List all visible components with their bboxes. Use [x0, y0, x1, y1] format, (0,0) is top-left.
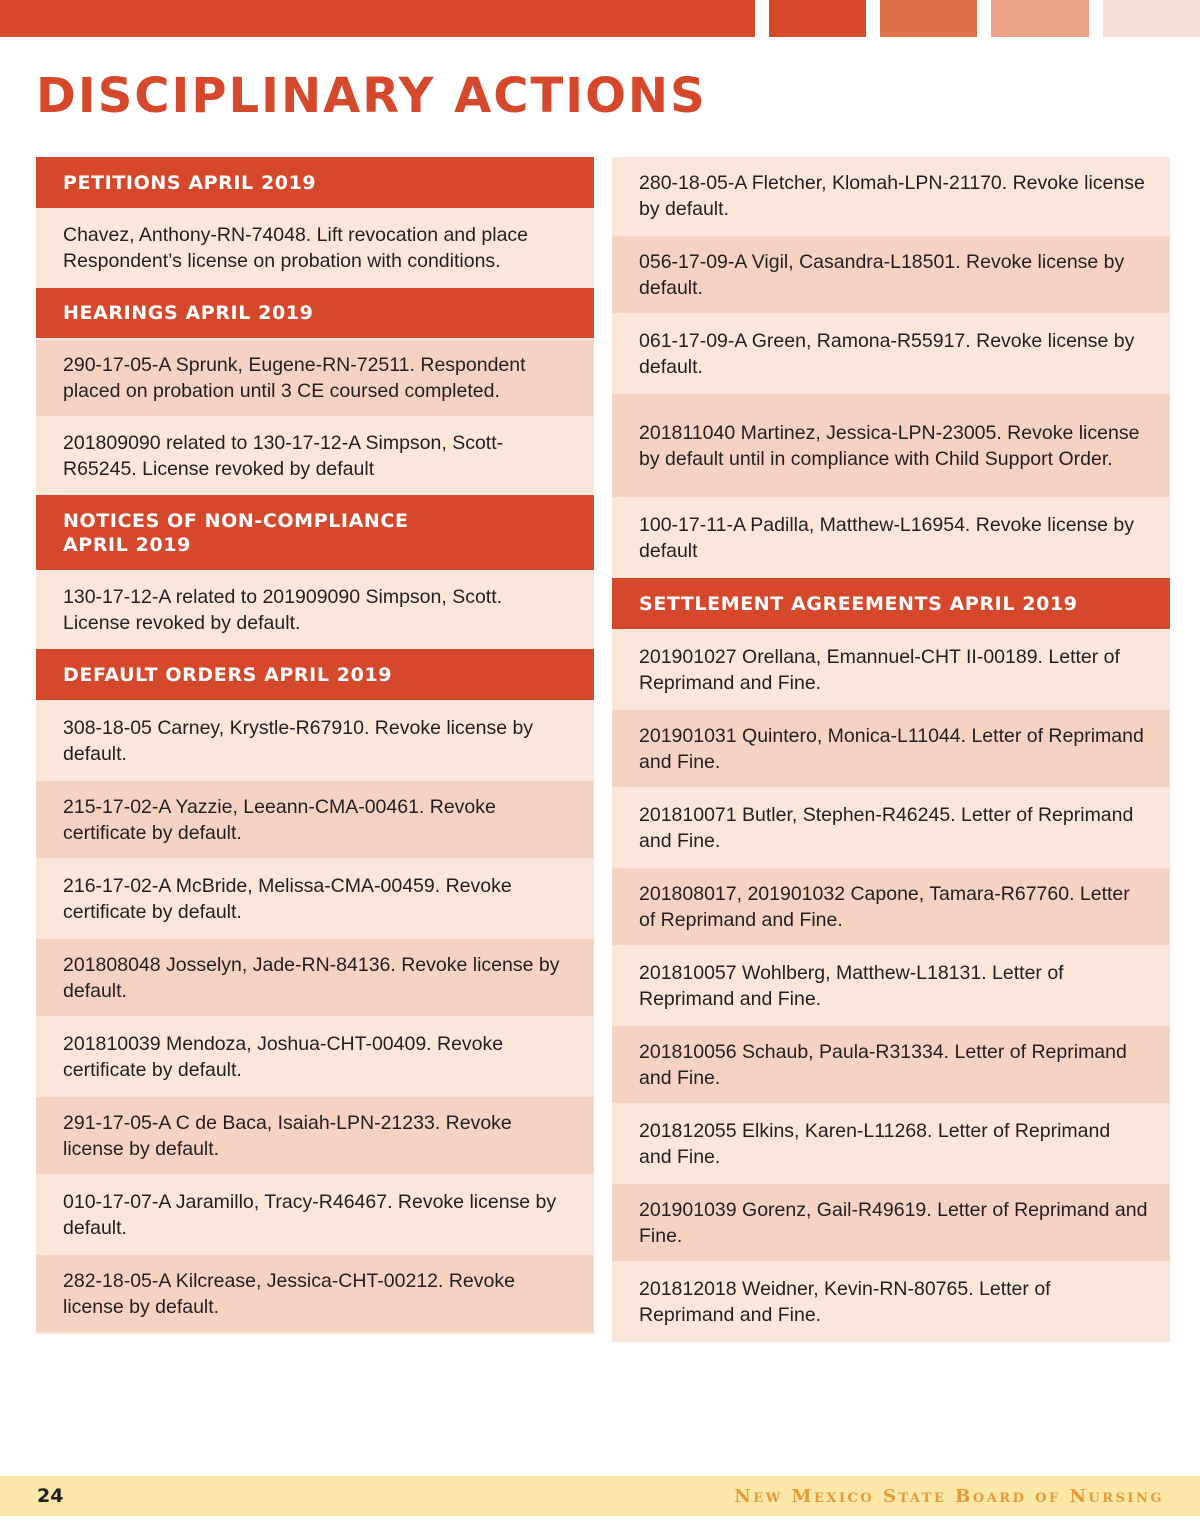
- list-item: 201808048 Josselyn, Jade-RN-84136. Revoke license by default.: [36, 939, 594, 1018]
- list-item: 201811040 Martinez, Jessica-LPN-23005. Revoke license by default until in compliance with Child Support Order.: [612, 394, 1170, 499]
- list-item: 201810039 Mendoza, Joshua-CHT-00409. Revoke certificate by default.: [36, 1018, 594, 1097]
- header-bar-segment: [991, 0, 1089, 37]
- list-item: 201901039 Gorenz, Gail-R49619. Letter of Reprimand and Fine.: [612, 1184, 1170, 1263]
- organization-name: New Mexico State Board of Nursing: [734, 1486, 1164, 1507]
- page-number: 24: [37, 1485, 64, 1507]
- list-item: 201901027 Orellana, Emannuel-CHT II-00189. Letter of Reprimand and Fine.: [612, 631, 1170, 710]
- list-item: 201808017, 201901032 Capone, Tamara-R67760. Letter of Reprimand and Fine.: [612, 868, 1170, 947]
- list-item: 201810057 Wohlberg, Matthew-L18131. Letter of Reprimand and Fine.: [612, 947, 1170, 1026]
- left-column: [36, 157, 594, 1334]
- list-item: 201901031 Quintero, Monica-L11044. Letter of Reprimand and Fine.: [612, 710, 1170, 789]
- list-item: 201810056 Schaub, Paula-R31334. Letter of Reprimand and Fine.: [612, 1026, 1170, 1105]
- page-footer: [0, 1476, 1200, 1516]
- list-item: 100-17-11-A Padilla, Matthew-L16954. Revoke license by default: [612, 499, 1170, 578]
- list-item: 061-17-09-A Green, Ramona-R55917. Revoke license by default.: [612, 315, 1170, 394]
- list-item: 308-18-05 Carney, Krystle-R67910. Revoke license by default.: [36, 702, 594, 781]
- list-item: 201810071 Butler, Stephen-R46245. Letter of Reprimand and Fine.: [612, 789, 1170, 868]
- section-heading-default-orders: DEFAULT ORDERS APRIL 2019: [36, 649, 594, 702]
- list-item: 290-17-05-A Sprunk, Eugene-RN-72511. Respondent placed on probation until 3 CE coursed completed.: [36, 340, 594, 418]
- right-column: [612, 157, 1170, 1342]
- list-item: 280-18-05-A Fletcher, Klomah-LPN-21170. Revoke license by default.: [612, 157, 1170, 236]
- header-bar-segment: [1103, 0, 1200, 37]
- section-heading-petitions: PETITIONS APRIL 2019: [36, 157, 594, 210]
- heading-line: NOTICES OF NON-COMPLIANCE: [63, 509, 409, 532]
- list-item: 201812018 Weidner, Kevin-RN-80765. Letter of Reprimand and Fine.: [612, 1263, 1170, 1342]
- header-bar-segment: [769, 0, 866, 37]
- header-bar-segment: [0, 0, 755, 37]
- section-heading-noncompliance: [36, 495, 594, 572]
- list-item: 201812055 Elkins, Karen-L11268. Letter of Reprimand and Fine.: [612, 1105, 1170, 1184]
- list-item: 010-17-07-A Jaramillo, Tracy-R46467. Revoke license by default.: [36, 1176, 594, 1255]
- list-item: 282-18-05-A Kilcrease, Jessica-CHT-00212. Revoke license by default.: [36, 1255, 594, 1334]
- header-bar-segment: [880, 0, 977, 37]
- page-title: DISCIPLINARY ACTIONS: [36, 68, 707, 124]
- list-item: 216-17-02-A McBride, Melissa-CMA-00459. Revoke certificate by default.: [36, 860, 594, 939]
- list-item: 215-17-02-A Yazzie, Leeann-CMA-00461. Revoke certificate by default.: [36, 781, 594, 860]
- list-item: 130-17-12-A related to 201909090 Simpson, Scott. License revoked by default.: [36, 572, 594, 649]
- list-item: 201809090 related to 130-17-12-A Simpson, Scott-R65245. License revoked by default: [36, 418, 594, 495]
- section-heading-hearings: HEARINGS APRIL 2019: [36, 288, 594, 340]
- list-item: 056-17-09-A Vigil, Casandra-L18501. Revoke license by default.: [612, 236, 1170, 315]
- list-item: 291-17-05-A C de Baca, Isaiah-LPN-21233. Revoke license by default.: [36, 1097, 594, 1176]
- heading-line: APRIL 2019: [63, 533, 191, 556]
- list-item: Chavez, Anthony-RN-74048. Lift revocation and place Respondent’s license on probation with conditions.: [36, 210, 594, 288]
- section-heading-settlements: SETTLEMENT AGREEMENTS APRIL 2019: [612, 578, 1170, 631]
